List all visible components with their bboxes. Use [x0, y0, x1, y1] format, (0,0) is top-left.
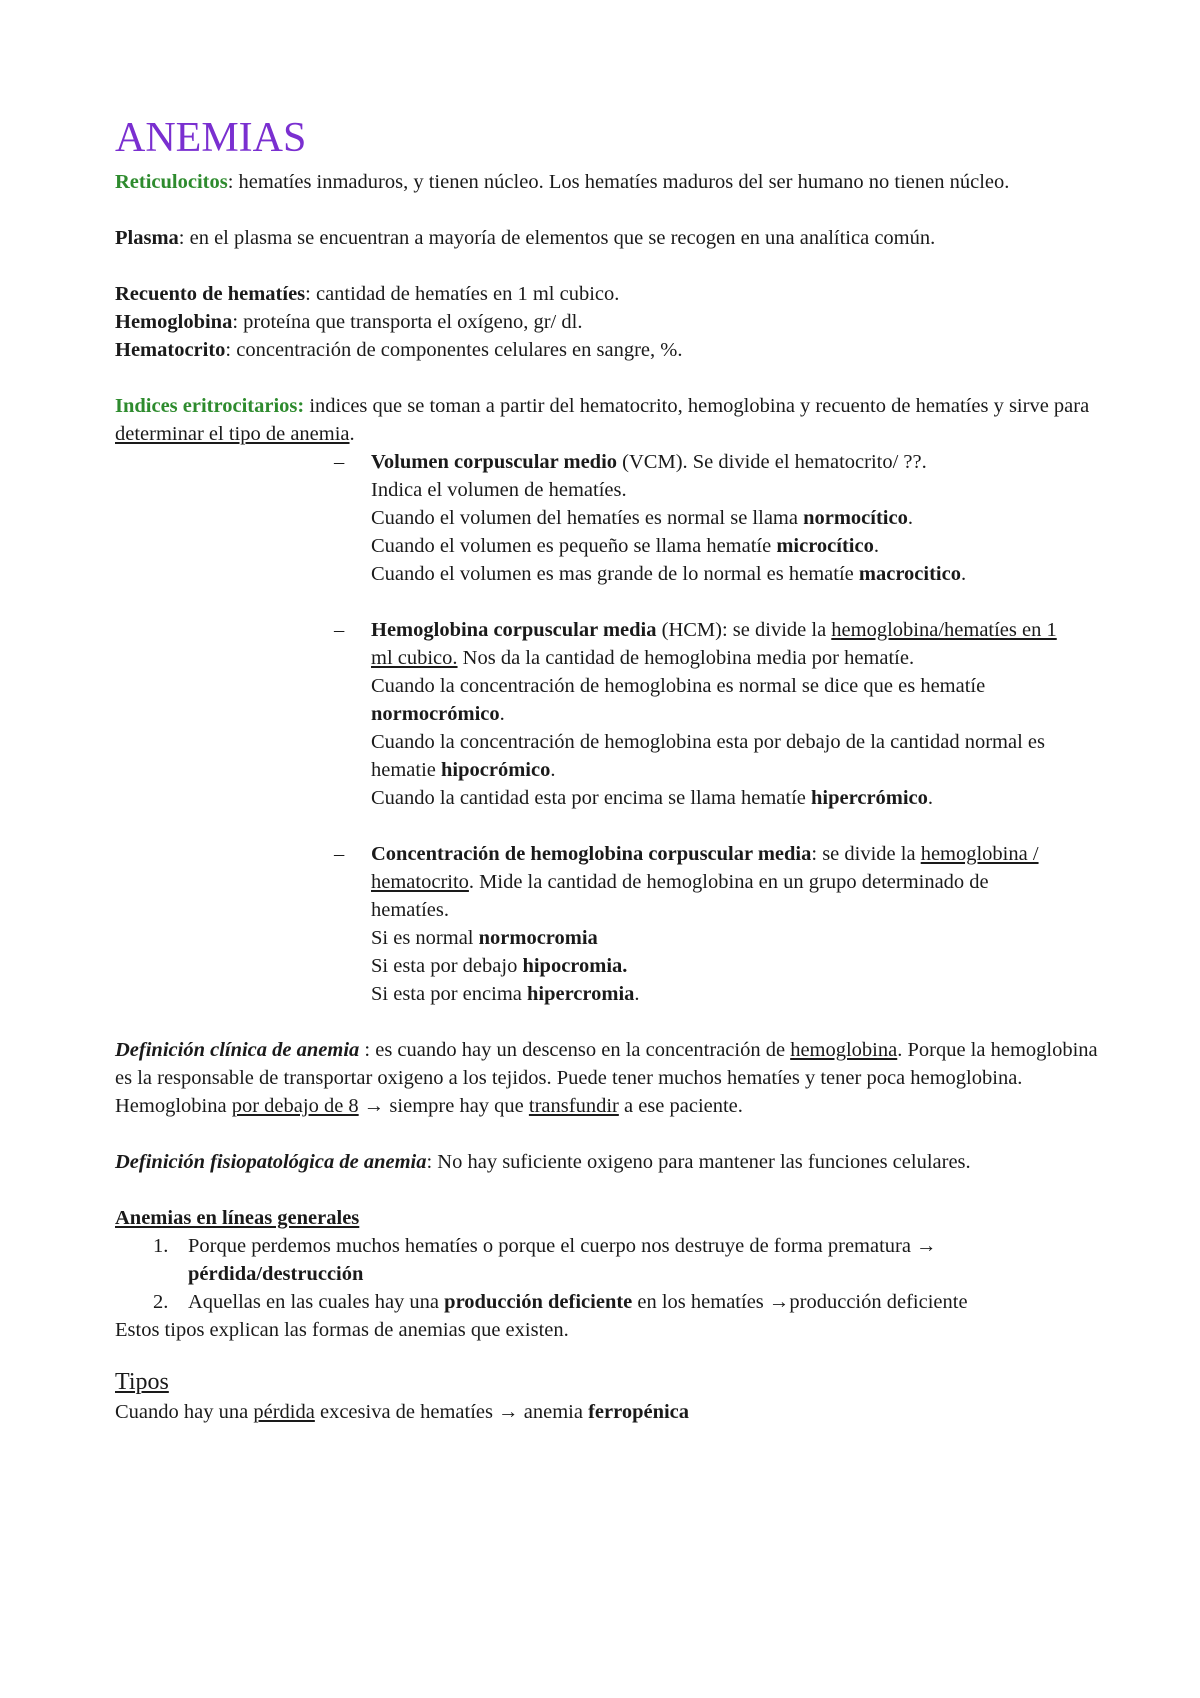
page-title: ANEMIAS — [115, 115, 307, 161]
def-clinica-term: Definición clínica de anemia — [115, 1039, 360, 1061]
list-item: 2. Aquellas en las cuales hay una producción deficiente en los hematíes →producción deficiente — [153, 1291, 968, 1313]
document-body — [115, 112, 1105, 1426]
def-fisio-term: Definición fisiopatológica de anemia — [115, 1151, 427, 1173]
plasma-paragraph — [115, 224, 1105, 252]
indices-paragraph: Indices eritrocitarios: indices que se toman a partir del hematocrito, hemoglobina y recuento de hematíes y sirve para determinar el tipo de anemia. — [115, 395, 1090, 445]
hemoglobina-text: : proteína que transporta el oxígeno, gr/ dl. — [232, 311, 583, 333]
hemoglobina-term: Hemoglobina — [115, 311, 233, 333]
list-item: – Concentración de hemoglobina corpuscular media: se divide la hemoglobina / hematocrito. Mide la cantidad de hemoglobina en un grupo determinado de hematíes. Si es normal normocromia Si esta por debajo hipocromia. Si esta por encima hipercromia. — [115, 840, 1105, 1008]
hematocrito-text: : concentración de componentes celulares en sangre, %. — [225, 339, 683, 361]
hemoglobina-paragraph — [115, 308, 1105, 336]
list-item: – Volumen corpuscular medio (VCM). Se divide el hematocrito/ ??. Indica el volumen de hematíes. Cuando el volumen del hematíes es normal se llama normocítico. Cuando el volumen es pequeño se llama hematíe microcítico. Cuando el volumen es mas grande de lo normal es hematíe macrocitico. — [115, 448, 1105, 588]
hematocrito-term: Hematocrito — [115, 339, 226, 361]
indices-link: determinar el tipo de anemia — [115, 423, 350, 445]
chcm-term: Concentración de hemoglobina corpuscular media — [371, 843, 812, 865]
vcm-term: Volumen corpuscular medio — [371, 451, 618, 473]
indices-text: indices que se toman a partir del hematocrito, hemoglobina y recuento de hematíes y sirve para — [304, 395, 1090, 417]
dash-bullet-icon: – — [334, 619, 345, 641]
hematocrito-paragraph — [115, 336, 1105, 364]
indices-list — [115, 448, 1105, 1008]
list-item: 1. Porque perdemos muchos hematíes o porque el cuerpo nos destruye de forma prematura → pérdida/destrucción — [153, 1235, 937, 1285]
generales-list — [115, 1232, 1105, 1316]
dash-bullet-icon: – — [334, 843, 345, 865]
list-item: – Hemoglobina corpuscular media (HCM): se divide la hemoglobina/hematíes en 1 ml cubico. Nos da la cantidad de hemoglobina media por hematíe. Cuando la concentración de hemoglobina es normal se dice que es hematíe normocrómico. Cuando la concentración de hemoglobina esta por debajo de la cantidad normal es hematie hipocrómico. Cuando la cantidad esta por encima se llama hematíe hipercrómico. — [115, 616, 1105, 812]
reticulocitos-text: : hematíes inmaduros, y tienen núcleo. Los hematíes maduros del ser humano no tienen núcleo. — [227, 171, 1010, 193]
hcm-term: Hemoglobina corpuscular media — [371, 619, 657, 641]
indices-term: Indices eritrocitarios: — [115, 395, 305, 417]
reticulocitos-paragraph — [115, 168, 1105, 196]
plasma-term: Plasma — [115, 227, 179, 249]
def-fisio-paragraph: Definición fisiopatológica de anemia: No hay suficiente oxigeno para mantener las funciones celulares. — [115, 1151, 971, 1173]
generales-heading: Anemias en líneas generales — [115, 1207, 360, 1229]
plasma-text: : en el plasma se encuentran a mayoría de elementos que se recogen en una analítica común. — [178, 227, 936, 249]
def-clinica-paragraph: Definición clínica de anemia : es cuando hay un descenso en la concentración de hemoglobina. Porque la hemoglobina es la responsable de transportar oxigeno a los tejidos. Puede tener muchos hematíes y tener poca hemoglobina. Hemoglobina por debajo de 8 → siempre hay que transfundir a ese paciente. — [115, 1039, 1098, 1117]
recuento-term: Recuento de hematíes — [115, 283, 306, 305]
dash-bullet-icon: – — [334, 451, 345, 473]
generales-footer: Estos tipos explican las formas de anemias que existen. — [115, 1319, 569, 1341]
tipos-heading: Tipos — [115, 1369, 169, 1395]
reticulocitos-term: Reticulocitos — [115, 171, 228, 193]
tipos-paragraph: Cuando hay una pérdida excesiva de hematíes → anemia ferropénica — [115, 1401, 690, 1423]
recuento-paragraph — [115, 280, 1105, 308]
recuento-text: : cantidad de hematíes en 1 ml cubico. — [305, 283, 620, 305]
